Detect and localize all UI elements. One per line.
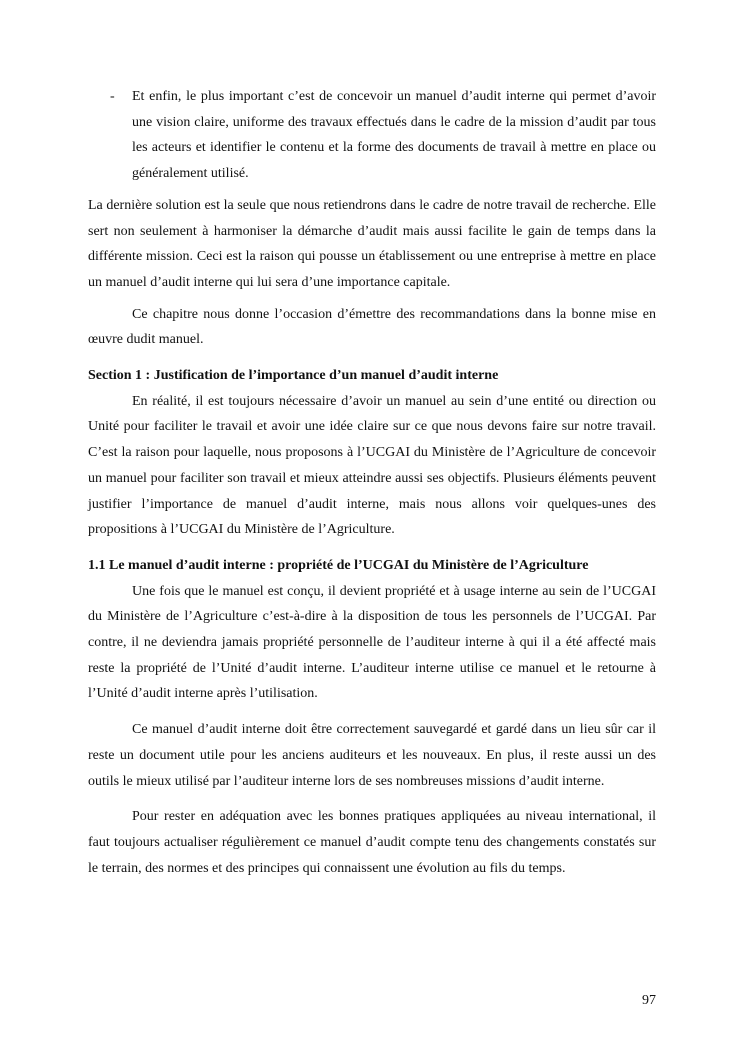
subsection-paragraph-2: Ce manuel d’audit interne doit être correctement sauvegardé et gardé dans un lieu sûr car il reste un document utile pour les anciens auditeurs et les nouveaux. En plus, il reste aussi un des outils le mieux utilisé par l’auditeur interne lors de ses nombreuses missions d’audit interne. [88,722,656,789]
bullet-text: Et enfin, le plus important c’est de concevoir un manuel d’audit interne qui permet d’avoir une vision claire, uniforme des travaux effectués dans le cadre de la mission d’audit par tous les acteurs et identifier le contenu et la forme des documents de travail à mettre en place ou généralement utilisé. [132,89,656,182]
subsection-paragraph-1: Une fois que le manuel est conçu, il devient propriété et à usage interne au sein de l’UCGAI du Ministère de l’Agriculture c’est-à-dire à la disposition de tous les personnels de l’UCGAI. Par contre, il ne deviendra jamais propriété personnelle de l’auditeur interne à qui il a été affecté mais reste la propriété de l’Unité d’audit interne. L’auditeur interne utilise ce manuel et le retourne à l’Unité d’audit interne après l’utilisation. [88,583,656,702]
section-1-heading: Section 1 : Justification de l’importance d’un manuel d’audit interne [88,368,499,384]
paragraph-chapter-intro: Ce chapitre nous donne l’occasion d’émettre des recommandations dans la bonne mise en œuvre dudit manuel. [88,306,656,348]
section-1-paragraph: En réalité, il est toujours nécessaire d’avoir un manuel au sein d’une entité ou direction ou Unité pour faciliter le travail et avoir une idée claire sur ce que nous devons faire sur notre travail. C’est la raison pour laquelle, nous proposons à l’UCGAI du Ministère de l’Agriculture de concevoir un manuel pour faciliter son travail et mieux atteindre aussi ses objectifs. Plusieurs éléments peuvent justifier l’importance de manuel d’audit interne, mais nous allons voir quelques-unes des propositions à l’UCGAI du Ministère de l’Agriculture. [88,393,656,538]
subsection-paragraph-3: Pour rester en adéquation avec les bonnes pratiques appliquées au niveau international, il faut toujours actualiser régulièrement ce manuel d’audit compte tenu des changements constatés sur le terrain, des normes et des principes qui connaissent une évolution au fils du temps. [88,809,656,876]
page-number: 97 [642,993,656,1008]
subsection-1-1-heading: 1.1 Le manuel d’audit interne : propriété de l’UCGAI du Ministère de l’Agriculture [88,557,589,573]
bullet-marker: - [110,89,115,104]
page-content [88,84,656,887]
paragraph-solution: La dernière solution est la seule que nous retiendrons dans le cadre de notre travail de recherche. Elle sert non seulement à harmoniser la démarche d’audit mais aussi facilite le gain de temps dans la différente mission. Ceci est la raison qui pousse un établissement ou une entreprise à mettre en place un manuel d’audit interne qui lui sera d’une importance capitale. [88,197,656,290]
bullet-item [88,84,656,187]
